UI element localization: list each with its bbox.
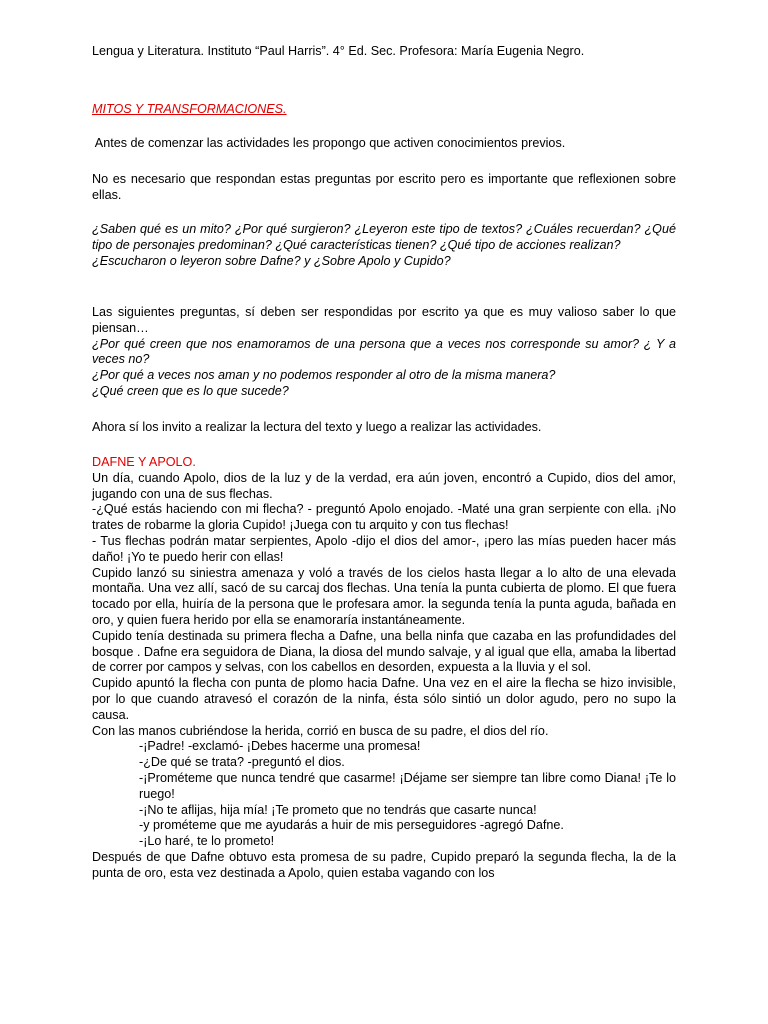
story-paragraph-2: -¿Qué estás haciendo con mi flecha? - preguntó Apolo enojado. -Maté una gran serpiente con ella. ¡No trates de robarme la gloria Cupido! ¡Juega con tu arquito y con tus flechas! bbox=[92, 502, 676, 533]
intro-text-2: No es necesario que respondan estas preguntas por escrito pero es importante que reflexionen sobre ellas. bbox=[92, 172, 676, 202]
written-question-3: ¿Qué creen que es lo que sucede? bbox=[92, 383, 289, 398]
story-paragraph-7: Con las manos cubriéndose la herida, corrió en busca de su padre, el dios del río. bbox=[92, 723, 549, 738]
written-question-1: ¿Por qué creen que nos enamoramos de una persona que a veces nos corresponde su amor? ¿ Y a veces no? bbox=[92, 336, 676, 367]
invite-paragraph bbox=[92, 420, 676, 436]
intro-paragraph-2 bbox=[92, 172, 676, 204]
dialogue-line-1: -¡Padre! -exclamó- ¡Debes hacerme una promesa! bbox=[139, 739, 421, 754]
questions-written bbox=[92, 305, 676, 400]
document-header: Lengua y Literatura. Instituto “Paul Harris”. 4° Ed. Sec. Profesora: María Eugenia Negro. bbox=[92, 44, 585, 58]
question-block-1: ¿Saben qué es un mito? ¿Por qué surgieron? ¿Leyeron este tipo de textos? ¿Cuáles recuerdan? ¿Qué tipo de personajes predominan? ¿Qué características tienen? ¿Qué tipo de acciones realizan? bbox=[92, 222, 676, 252]
dialogue-line-2: -¿De qué se trata? -preguntó el dios. bbox=[139, 755, 345, 770]
dialogue-line-6: -¡Lo haré, te lo prometo! bbox=[139, 834, 275, 849]
written-question-2: ¿Por qué a veces nos aman y no podemos responder al otro de la misma manera? bbox=[92, 368, 556, 383]
story-paragraph-8: Después de que Dafne obtuvo esta promesa de su padre, Cupido preparó la segunda flecha, la de la punta de oro, esta vez destinada a Apolo, quien estaba vagando con los bbox=[92, 849, 676, 880]
story-paragraph-5: Cupido tenía destinada su primera flecha a Dafne, una bella ninfa que cazaba en las profundidades del bosque . Dafne era seguidora de Diana, la diosa del mundo salvaje, y al igual que ella, amaba la libertad de correr por campos y selvas, con los cabellos en desorden, expuesta a la lluvia y el sol. bbox=[92, 628, 676, 675]
dialogue-line-5: -y prométeme que me ayudarás a huir de mis perseguidores -agregó Dafne. bbox=[139, 818, 564, 833]
dialogue-line-3: -¡Prométeme que nunca tendré que casarme! ¡Déjame ser siempre tan libre como Diana! ¡Te lo ruego! bbox=[139, 770, 676, 801]
question-block-2: ¿Escucharon o leyeron sobre Dafne? y ¿Sobre Apolo y Cupido? bbox=[92, 253, 451, 268]
dialogue-line-4: -¡No te aflijas, hija mía! ¡Te prometo que no tendrás que casarte nunca! bbox=[139, 802, 537, 817]
story-title: DAFNE Y APOLO. bbox=[92, 455, 196, 469]
section-title: MITOS Y TRANSFORMACIONES. bbox=[92, 102, 287, 116]
intro-text-1: Antes de comenzar las actividades les propongo que activen conocimientos previos. bbox=[92, 136, 566, 150]
questions-previous bbox=[92, 222, 676, 269]
story-paragraph-3: - Tus flechas podrán matar serpientes, Apolo -dijo el dios del amor-, ¡pero las mías pueden hacer más daño! ¡Yo te puedo herir con ellas! bbox=[92, 533, 676, 564]
story-paragraph-4: Cupido lanzó su siniestra amenaza y voló a través de los cielos hasta llegar a lo alto de una elevada montaña. Una vez allí, sacó de su carcaj dos flechas. Una tenía la punta cubierta de plomo. El que fuera tocado por ella, huiría de la persona que le profesara amor. la segunda tenía la punta aguda, bañada en oro, y quien fuera herido por ella se enamoraría instantáneamente. bbox=[92, 565, 676, 627]
invite-text: Ahora sí los invito a realizar la lectura del texto y luego a realizar las actividades. bbox=[92, 420, 542, 434]
story-paragraph-6: Cupido apuntó la flecha con punta de plomo hacia Dafne. Una vez en el aire la flecha se hizo invisible, por lo que cuando atravesó el corazón de la ninfa, ésta sólo sintió un dolor agudo, pero no supo la causa. bbox=[92, 676, 676, 722]
intro-paragraph-1 bbox=[92, 136, 676, 152]
story bbox=[92, 455, 676, 882]
story-paragraph-1: Un día, cuando Apolo, dios de la luz y de la verdad, era aún joven, encontró a Cupido, dios del amor, jugando con una de sus flechas. bbox=[92, 470, 676, 501]
questions-lead: Las siguientes preguntas, sí deben ser respondidas por escrito ya que es muy valioso saber lo que piensan… bbox=[92, 305, 676, 335]
